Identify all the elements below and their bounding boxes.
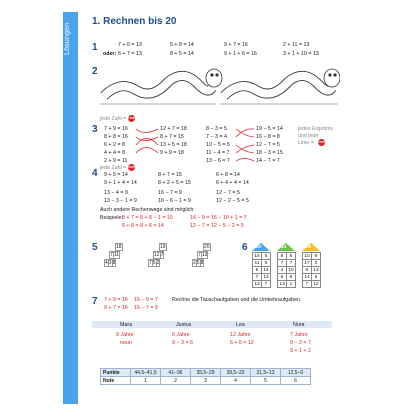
house-cell: 13: [254, 281, 260, 287]
grade-cell: 35,5–29: [191, 369, 221, 377]
house-cell: 7: [303, 281, 312, 288]
house-cell: 7: [262, 281, 271, 288]
ex8-age-3: 12 Jahre: [230, 332, 251, 338]
ex3-col3-3: 10 − 5 = 5: [206, 142, 230, 148]
ex3-col4-3: 12 − 7 = 5: [256, 142, 280, 148]
house-3: [302, 252, 321, 288]
house-cell: 5: [312, 274, 321, 281]
ex8-calc-4: 9 − 2 = 7: [290, 340, 311, 346]
ex8-name-1: Mara: [120, 322, 133, 328]
ex7-instruction: Rechne die Tauschaufgaben und die Umkehraufgaben.: [172, 297, 302, 303]
ex3-col3-1: 8 − 3 = 5: [206, 126, 227, 132]
grade-row-label: Punkte: [101, 369, 131, 377]
ex3-col3-5: 13 − 6 = 7: [206, 158, 230, 164]
ex4-c2: 6 + 4 + 4 = 14: [216, 180, 249, 186]
grade-cell: 5: [251, 377, 281, 385]
house-cell: 15: [254, 253, 260, 259]
exercise-number-3: 3: [92, 124, 98, 135]
exercise-number-5: 5: [92, 242, 98, 253]
ex3-col1-3: 6 + 2 = 8: [104, 142, 125, 148]
ex3-col4-2: 16 − 8 = 8: [256, 134, 280, 140]
house-cell: 7: [287, 260, 296, 267]
pyramid-cell: 2: [156, 260, 160, 266]
ex4-example-2: 6 + 8 = 8 + 6 = 14: [122, 223, 164, 229]
ex4-d1: 13 − 4 = 9: [104, 190, 128, 196]
ex4-f1: 12 − 7 = 5: [216, 190, 240, 196]
sidebar-label: Lösungen: [64, 22, 71, 56]
grade-cell: 41–36: [161, 369, 191, 377]
ex1-row2-item-4: 3 + 1 + 10 = 13: [283, 51, 319, 57]
pyramid-cell: 5: [152, 260, 156, 266]
ex4-example-4: 12 − 7 = 12 − 5 − 2 = 5: [190, 223, 244, 229]
house-cell: 11: [253, 260, 262, 267]
ex1-row2-item-1: 6 + 7 = 13: [118, 51, 142, 57]
house-cell: 5: [262, 253, 271, 260]
ex4-c1: 6 + 8 = 14: [216, 172, 240, 178]
ex1-row1-item-2: 5 + 8 = 14: [170, 42, 194, 48]
ex1-row1-item-4: 2 + 11 = 13: [283, 42, 310, 48]
ex3-note-3: Linie =: [298, 140, 314, 146]
pyramid-cell: 12: [154, 252, 160, 258]
pyramid-cell: 4: [105, 260, 108, 266]
pyramid-cell: 20: [204, 244, 210, 250]
ex3-col3-4: 11 − 4 = 7: [206, 150, 230, 156]
caterpillar-illustration: [100, 60, 340, 112]
house-cell: 6: [253, 267, 262, 274]
house-cell: 8: [278, 253, 287, 260]
ex3-col4-5: 14 − 7 = 7: [256, 158, 280, 164]
ex8-name-2: Justus: [176, 322, 192, 328]
pyramid-cell: 8: [200, 260, 204, 266]
ex4-example-1: 8 + 7 = 8 + 8 − 1 = 15: [122, 215, 173, 221]
ex3-col2-4: 9 + 9 = 18: [160, 150, 184, 156]
ex3-col2-1: 12 + 7 = 18: [160, 126, 187, 132]
house-cell: 1: [287, 281, 296, 288]
pyramid-cell: 8: [112, 260, 116, 266]
house-cell: 10: [288, 267, 294, 273]
ex3-col1-2: 8 + 8 = 16: [104, 134, 128, 140]
house-cell: 14: [304, 274, 310, 280]
grade-cell: 2: [161, 377, 191, 385]
house-cell: 14: [263, 267, 269, 273]
ex3-col4-1: 19 − 5 = 14: [256, 126, 283, 132]
ex8-calc-2: 9 − 3 = 6: [172, 340, 193, 346]
ex1-row2-item-2: 8 + 5 = 14: [170, 51, 194, 57]
ex3-col3-2: 7 − 3 = 4: [206, 134, 227, 140]
ex8-age-2: 6 Jahre: [172, 332, 190, 338]
stop-sign-icon: STOP: [318, 141, 326, 144]
grade-cell: 6: [281, 377, 311, 385]
ex4-a1: 9 + 5 = 14: [104, 172, 128, 178]
ex4-beispiele: Beispiele:: [100, 215, 123, 221]
stop-sign-icon: STOP: [128, 117, 136, 120]
house-cell: 6: [303, 267, 312, 274]
house-cell: 13: [279, 281, 285, 287]
ex4-example-3: 16 − 9 = 16 − 10 + 1 = 7: [190, 215, 247, 221]
house-roofs: [252, 242, 352, 252]
ex7-m2: 16 − 7 = 9: [134, 305, 158, 311]
ex3-footer: jede Zahl =: [100, 165, 127, 171]
ex4-b2: 8 + 2 + 5 = 15: [158, 180, 191, 186]
pyramid-cell: 2: [193, 260, 196, 266]
grade-cell: 1: [131, 377, 161, 385]
ex3-note-2: und jede: [298, 133, 319, 139]
grade-row-label: Note: [101, 377, 131, 385]
exercise-number-7: 7: [92, 296, 98, 307]
house-cell: 9: [262, 260, 271, 267]
house-1: [252, 252, 271, 288]
house-cell: 4: [278, 267, 287, 274]
ex2-note: jede Zahl =: [100, 116, 127, 122]
ex8-age-1: 9 Jahre: [116, 332, 134, 338]
ex4-f2: 12 − 2 − 5 = 5: [216, 198, 249, 204]
pyramid-cell: 3: [108, 260, 112, 266]
pyramid-cell: 7: [198, 252, 201, 258]
house-roof-1-label: 20: [256, 245, 262, 250]
house-cell: 6: [278, 274, 287, 281]
ex1-row1-item-1: 7 + 6 = 13: [118, 42, 142, 48]
ex4-b1: 8 + 7 = 15: [158, 172, 182, 178]
ex1-oder-label: oder:: [103, 51, 117, 57]
ex3-col1-5: 2 + 9 = 11: [104, 158, 128, 164]
grade-table: [100, 368, 311, 385]
house-cell: 6: [287, 253, 296, 260]
grade-cell: 12,5–0: [281, 369, 311, 377]
house-cell: 8: [287, 274, 296, 281]
house-cell: 13: [263, 274, 269, 280]
ex3-col2-2: 8 + 7 = 15: [160, 134, 184, 140]
house-cell: 10: [304, 253, 310, 259]
ex8-name-3: Lea: [236, 322, 245, 328]
house-cell: 13: [313, 267, 319, 273]
ex8-calc-1: neun: [120, 340, 132, 346]
ex8-calc-4b: 9 + 1 + 2: [290, 348, 311, 354]
ex8-age-4: 7 Jahre: [290, 332, 308, 338]
pyramid-cell: 13: [201, 252, 208, 258]
ex4-e1: 16 − 7 = 9: [158, 190, 182, 196]
ex8-calc-3: 6 + 6 = 12: [230, 340, 254, 346]
ex1-row1-item-3: 9 + 7 = 16: [224, 42, 248, 48]
ex1-row2-item-3: 9 + 1 + 6 = 16: [224, 51, 257, 57]
pyramid-cell: 18: [116, 244, 122, 250]
exercise-number-2: 2: [92, 66, 98, 77]
house-cell: 7: [253, 274, 262, 281]
grade-cell: 4: [221, 377, 251, 385]
house-cell: 17: [304, 260, 310, 266]
ex4-intro: Auch andere Rechenwege sind möglich:: [100, 207, 195, 213]
ex7-m1: 16 − 9 = 7: [134, 297, 158, 303]
ex3-col1-4: 4 + 4 = 8: [104, 150, 125, 156]
exercise-number-4: 4: [92, 168, 98, 179]
sidebar-bar: [63, 12, 78, 404]
ex8-name-4: Nora: [293, 322, 305, 328]
ex3-col2-3: 13 + 5 = 18: [160, 142, 187, 148]
house-2: [277, 252, 296, 288]
grade-cell: 28,5–22: [221, 369, 251, 377]
house-cell: 7: [278, 260, 287, 267]
house-roof-2-label: 14: [281, 245, 287, 250]
pyramid-cell: 7: [160, 252, 164, 258]
stop-sign-icon: STOP: [128, 166, 136, 169]
grade-cell: 21,5–13: [251, 369, 281, 377]
page-title: 1. Rechnen bis 20: [92, 16, 177, 27]
grade-cell: 44,5–41,5: [131, 369, 161, 377]
pyramid-cell: 11: [113, 252, 119, 258]
pyramid-cell: 5: [196, 260, 200, 266]
house-cell: 9: [312, 253, 321, 260]
house-cell: 12: [313, 281, 319, 287]
ex4-e2: 16 − 6 − 1 = 9: [158, 198, 191, 204]
house-roof-3-label: 19: [306, 245, 312, 250]
exercise-number-1: 1: [92, 42, 98, 53]
ex4-d2: 13 − 3 − 1 = 9: [104, 198, 137, 204]
grade-cell: 3: [191, 377, 221, 385]
exercise-number-6: 6: [242, 242, 248, 253]
pyramid-cell: 7: [149, 260, 152, 266]
pyramid-cell: 19: [160, 244, 166, 250]
ex3-col4-4: 18 − 3 = 15: [256, 150, 283, 156]
ex3-connector-lines: [134, 126, 304, 166]
house-cell: 2: [312, 260, 321, 267]
ex7-l1: 7 + 9 = 16: [104, 297, 128, 303]
pyramid-cell: 7: [110, 252, 113, 258]
ex3-note-1: jedes Ergebnis: [298, 126, 334, 132]
ex4-a2: 9 + 1 + 4 = 14: [104, 180, 137, 186]
ex7-l2: 9 + 7 = 16: [104, 305, 128, 311]
ex3-col1-1: 7 + 9 = 16: [104, 126, 128, 132]
